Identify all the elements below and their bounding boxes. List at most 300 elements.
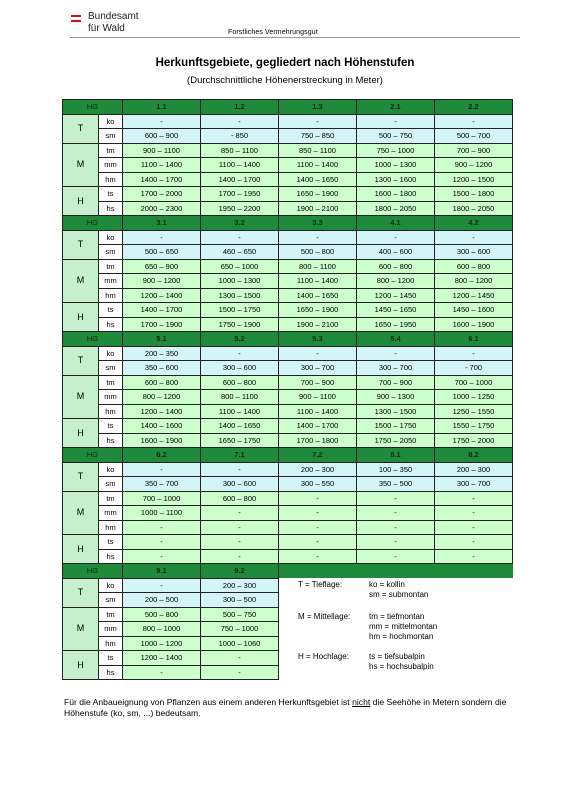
altitude-cell: - bbox=[201, 506, 279, 521]
region-header-row bbox=[63, 332, 513, 347]
region-code: 7.2 bbox=[279, 448, 357, 463]
altitude-cell: 500 – 800 bbox=[279, 245, 357, 260]
altitude-cell: 1550 – 1750 bbox=[435, 419, 513, 434]
altitude-cell: 300 – 500 bbox=[201, 593, 279, 608]
table-row bbox=[63, 404, 513, 419]
altitude-cell: - bbox=[435, 230, 513, 245]
table-row bbox=[63, 651, 513, 666]
altitude-cell: 1700 – 1950 bbox=[201, 187, 279, 202]
altitude-cell: - bbox=[201, 549, 279, 564]
table-row bbox=[63, 477, 513, 492]
altitude-cell: 900 – 1200 bbox=[435, 158, 513, 173]
header-divider bbox=[70, 37, 520, 38]
table-row bbox=[63, 201, 513, 216]
zone-label: T bbox=[63, 114, 99, 143]
zone-label: M bbox=[63, 607, 99, 651]
stufe-label: sm bbox=[99, 361, 123, 376]
zone-label: H bbox=[63, 303, 99, 332]
stufe-label: mm bbox=[99, 274, 123, 289]
stufe-label: ko bbox=[99, 346, 123, 361]
stufe-label: hm bbox=[99, 404, 123, 419]
altitude-cell: 1750 – 2000 bbox=[435, 433, 513, 448]
altitude-cell: - bbox=[435, 549, 513, 564]
empty-cell bbox=[357, 564, 435, 579]
region-code: 8.2 bbox=[435, 448, 513, 463]
zone-label: M bbox=[63, 491, 99, 535]
empty-cell bbox=[279, 636, 357, 651]
altitude-cell: 200 – 300 bbox=[435, 462, 513, 477]
empty-cell bbox=[279, 564, 357, 579]
altitude-cell: 1900 – 2100 bbox=[279, 317, 357, 332]
altitude-cell: 1100 – 1400 bbox=[201, 158, 279, 173]
altitude-cell: 1800 – 2050 bbox=[357, 201, 435, 216]
stufe-label: ts bbox=[99, 651, 123, 666]
zone-label: T bbox=[63, 578, 99, 607]
altitude-cell: - bbox=[279, 230, 357, 245]
logo-text bbox=[88, 11, 139, 35]
altitude-cell: - bbox=[357, 230, 435, 245]
empty-cell bbox=[435, 636, 513, 651]
altitude-cell: 300 – 700 bbox=[357, 361, 435, 376]
altitude-cell: 1000 – 1250 bbox=[435, 390, 513, 405]
altitude-cell: - bbox=[201, 230, 279, 245]
region-code: 5.4 bbox=[357, 332, 435, 347]
table-row bbox=[63, 622, 513, 637]
altitude-cell: 1100 – 1400 bbox=[279, 404, 357, 419]
table-row bbox=[63, 245, 513, 260]
region-code: 3.1 bbox=[123, 216, 201, 231]
altitude-cell: - bbox=[279, 114, 357, 129]
altitude-cell: 400 – 600 bbox=[357, 245, 435, 260]
empty-cell bbox=[435, 607, 513, 622]
legend-m-line: hm = hochmontan bbox=[369, 632, 434, 641]
altitude-cell: 300 – 700 bbox=[279, 361, 357, 376]
altitude-cell: 500 – 700 bbox=[435, 129, 513, 144]
region-code: 6.2 bbox=[123, 448, 201, 463]
altitude-cell: 750 – 1000 bbox=[201, 622, 279, 637]
altitude-cell: 600 – 900 bbox=[123, 129, 201, 144]
altitude-cell: - bbox=[123, 114, 201, 129]
altitude-cell: 1500 – 1800 bbox=[435, 187, 513, 202]
altitude-cell: 1450 – 1650 bbox=[357, 303, 435, 318]
table-row bbox=[63, 361, 513, 376]
altitude-cell: 1000 – 1300 bbox=[201, 274, 279, 289]
altitude-cell: - bbox=[123, 462, 201, 477]
altitude-cell: 650 – 900 bbox=[123, 259, 201, 274]
document-title: Forstliches Vermehrungsgut bbox=[228, 29, 318, 36]
altitude-cell: 350 – 700 bbox=[123, 477, 201, 492]
altitude-cell: - bbox=[201, 114, 279, 129]
altitude-cell: 1500 – 1750 bbox=[201, 303, 279, 318]
altitude-cell: - bbox=[357, 549, 435, 564]
altitude-cell: - bbox=[201, 535, 279, 550]
table-row bbox=[63, 607, 513, 622]
legend-t-line: ko = kollin bbox=[369, 580, 405, 589]
hg-label: HG bbox=[63, 564, 123, 579]
region-code: 2.1 bbox=[357, 100, 435, 115]
altitude-cell: 800 – 1100 bbox=[201, 390, 279, 405]
altitude-cell: 1700 – 1900 bbox=[123, 317, 201, 332]
altitude-cell: - bbox=[123, 230, 201, 245]
altitude-cell: - bbox=[435, 114, 513, 129]
altitude-cell: 700 – 1000 bbox=[123, 491, 201, 506]
altitude-cell: 300 – 700 bbox=[435, 477, 513, 492]
legend-t-line: sm = submontan bbox=[369, 590, 429, 599]
table-row bbox=[63, 636, 513, 651]
hg-label: HG bbox=[63, 100, 123, 115]
region-code: 1.2 bbox=[201, 100, 279, 115]
altitude-cell: - bbox=[279, 535, 357, 550]
table-row bbox=[63, 303, 513, 318]
stufe-label: ts bbox=[99, 419, 123, 434]
altitude-cell: 900 – 1200 bbox=[123, 274, 201, 289]
altitude-cell: 200 – 500 bbox=[123, 593, 201, 608]
legend-h-line: hs = hochsubalpin bbox=[369, 662, 434, 671]
altitude-cell: 1000 – 1060 bbox=[201, 636, 279, 651]
altitude-cell: 1200 – 1500 bbox=[435, 172, 513, 187]
altitude-cell: - bbox=[435, 520, 513, 535]
table-row bbox=[63, 390, 513, 405]
stufe-label: sm bbox=[99, 129, 123, 144]
empty-cell bbox=[435, 593, 513, 608]
altitude-cell: 100 – 350 bbox=[357, 462, 435, 477]
table-row bbox=[63, 158, 513, 173]
altitude-cell: 500 – 750 bbox=[357, 129, 435, 144]
stufe-label: ko bbox=[99, 578, 123, 593]
altitude-cell: 1400 – 1700 bbox=[201, 172, 279, 187]
zone-label: M bbox=[63, 143, 99, 187]
table-row bbox=[63, 433, 513, 448]
altitude-cell: - bbox=[279, 506, 357, 521]
zone-label: H bbox=[63, 419, 99, 448]
table-row bbox=[63, 520, 513, 535]
altitude-cell: 1250 – 1550 bbox=[435, 404, 513, 419]
altitude-cell: - bbox=[123, 578, 201, 593]
stufe-label: hm bbox=[99, 520, 123, 535]
stufe-label: hs bbox=[99, 433, 123, 448]
stufe-label: tm bbox=[99, 607, 123, 622]
altitude-cell: 1600 – 1900 bbox=[123, 433, 201, 448]
altitude-cell: 1100 – 1400 bbox=[201, 404, 279, 419]
table-row bbox=[63, 346, 513, 361]
stufe-label: ko bbox=[99, 230, 123, 245]
footer-emphasis: nicht bbox=[352, 697, 371, 707]
zone-label: T bbox=[63, 462, 99, 491]
altitude-cell: - bbox=[357, 346, 435, 361]
altitude-cell: 900 – 1100 bbox=[279, 390, 357, 405]
altitude-cell: - 850 bbox=[201, 129, 279, 144]
altitude-cell: - bbox=[279, 520, 357, 535]
table-row bbox=[63, 114, 513, 129]
region-code: 6.1 bbox=[435, 332, 513, 347]
altitude-cell: - bbox=[357, 520, 435, 535]
altitude-cell: 1000 – 1100 bbox=[123, 506, 201, 521]
altitude-cell: 500 – 750 bbox=[201, 607, 279, 622]
table-row bbox=[63, 491, 513, 506]
stufe-label: ko bbox=[99, 114, 123, 129]
table-row bbox=[63, 665, 513, 680]
altitude-cell: 1400 – 1700 bbox=[123, 303, 201, 318]
region-code: 5.2 bbox=[201, 332, 279, 347]
altitude-cell: 700 – 900 bbox=[435, 143, 513, 158]
empty-cell bbox=[279, 622, 357, 637]
altitude-cell: - bbox=[201, 665, 279, 680]
altitude-cell: - bbox=[435, 491, 513, 506]
altitude-cell: 300 – 600 bbox=[201, 477, 279, 492]
empty-cell bbox=[435, 665, 513, 680]
stufe-label: hm bbox=[99, 636, 123, 651]
hg-label: HG bbox=[63, 216, 123, 231]
altitude-cell: 600 – 800 bbox=[123, 375, 201, 390]
altitude-cell: 1100 – 1400 bbox=[279, 274, 357, 289]
altitude-cell: - bbox=[201, 520, 279, 535]
empty-cell bbox=[435, 564, 513, 579]
empty-cell bbox=[279, 665, 357, 680]
stufe-label: hs bbox=[99, 549, 123, 564]
zone-label: H bbox=[63, 535, 99, 564]
stufe-label: tm bbox=[99, 491, 123, 506]
altitude-cell: - bbox=[279, 549, 357, 564]
altitude-cell: 1650 – 1900 bbox=[279, 303, 357, 318]
table-row bbox=[63, 259, 513, 274]
altitude-cell: 1650 – 1750 bbox=[201, 433, 279, 448]
altitude-cell: 1200 – 1400 bbox=[123, 404, 201, 419]
altitude-cell: 350 – 500 bbox=[357, 477, 435, 492]
empty-cell bbox=[435, 651, 513, 666]
altitude-cell: - bbox=[357, 535, 435, 550]
altitude-cell: 1300 – 1500 bbox=[201, 288, 279, 303]
altitude-cell: 1650 – 1900 bbox=[279, 187, 357, 202]
footer-text: die Seehöhe in Metern sondern die Höhenstufe (ko, sm, ...) bedeutsam. bbox=[64, 697, 507, 718]
altitude-cell: 300 – 600 bbox=[201, 361, 279, 376]
altitude-cell: 1900 – 2100 bbox=[279, 201, 357, 216]
stufe-label: hm bbox=[99, 288, 123, 303]
table-row bbox=[63, 593, 513, 608]
altitude-cell: 900 – 1300 bbox=[357, 390, 435, 405]
region-code: 1.3 bbox=[279, 100, 357, 115]
region-code: 9.1 bbox=[123, 564, 201, 579]
stufe-label: sm bbox=[99, 477, 123, 492]
region-code: 4.1 bbox=[357, 216, 435, 231]
altitude-cell: 650 – 1000 bbox=[201, 259, 279, 274]
region-code: 8.1 bbox=[357, 448, 435, 463]
altitude-cell: 300 – 600 bbox=[435, 245, 513, 260]
table-row bbox=[63, 230, 513, 245]
altitude-cell: 1950 – 2200 bbox=[201, 201, 279, 216]
altitude-cell: 1600 – 1800 bbox=[357, 187, 435, 202]
altitude-cell: 1600 – 1900 bbox=[435, 317, 513, 332]
legend-m-label: M = Mittellage: bbox=[298, 612, 351, 621]
hg-label: HG bbox=[63, 448, 123, 463]
altitude-cell: 1750 – 2050 bbox=[357, 433, 435, 448]
zone-label: H bbox=[63, 187, 99, 216]
altitude-cell: - bbox=[123, 665, 201, 680]
stufe-label: sm bbox=[99, 245, 123, 260]
region-code: 5.1 bbox=[123, 332, 201, 347]
stufe-label: hs bbox=[99, 317, 123, 332]
table-row bbox=[63, 317, 513, 332]
region-code: 1.1 bbox=[123, 100, 201, 115]
altitude-cell: 1400 – 1650 bbox=[201, 419, 279, 434]
altitude-cell: 1300 – 1500 bbox=[357, 404, 435, 419]
altitude-cell: 1300 – 1600 bbox=[357, 172, 435, 187]
altitude-cell: 2000 – 2300 bbox=[123, 201, 201, 216]
region-code: 9.2 bbox=[201, 564, 279, 579]
altitude-cell: 1400 – 1650 bbox=[279, 288, 357, 303]
altitude-cell: 700 – 900 bbox=[279, 375, 357, 390]
altitude-cell: - bbox=[201, 651, 279, 666]
stufe-label: tm bbox=[99, 375, 123, 390]
stufe-label: hs bbox=[99, 201, 123, 216]
table-row bbox=[63, 506, 513, 521]
altitude-cell: 1450 – 1600 bbox=[435, 303, 513, 318]
altitude-cell: 350 – 600 bbox=[123, 361, 201, 376]
zone-label: H bbox=[63, 651, 99, 680]
altitude-cell: - bbox=[279, 491, 357, 506]
altitude-cell: - bbox=[201, 462, 279, 477]
altitude-cell: 800 – 1200 bbox=[435, 274, 513, 289]
legend-h-label: H = Hochlage: bbox=[298, 652, 349, 661]
table-row bbox=[63, 549, 513, 564]
table-row bbox=[63, 375, 513, 390]
altitude-cell: 1400 – 1650 bbox=[279, 172, 357, 187]
region-code: 3.3 bbox=[279, 216, 357, 231]
altitude-cell: 500 – 650 bbox=[123, 245, 201, 260]
altitude-cell: 600 – 800 bbox=[357, 259, 435, 274]
altitude-cell: 1800 – 2050 bbox=[435, 201, 513, 216]
altitude-cell: 1200 – 1400 bbox=[123, 288, 201, 303]
altitude-cell: - bbox=[357, 506, 435, 521]
altitude-table bbox=[62, 99, 513, 680]
stufe-label: mm bbox=[99, 390, 123, 405]
altitude-cell: 500 – 800 bbox=[123, 607, 201, 622]
stufe-label: mm bbox=[99, 622, 123, 637]
table-row bbox=[63, 535, 513, 550]
altitude-cell: 460 – 650 bbox=[201, 245, 279, 260]
altitude-cell: 600 – 800 bbox=[201, 491, 279, 506]
altitude-cell: 750 – 850 bbox=[279, 129, 357, 144]
footer-text: Für die Anbaueignung von Pflanzen aus einem anderen Herkunftsgebiet ist bbox=[64, 697, 353, 707]
region-header-row bbox=[63, 448, 513, 463]
altitude-cell: 1700 – 1800 bbox=[279, 433, 357, 448]
stufe-label: mm bbox=[99, 506, 123, 521]
zone-label: M bbox=[63, 259, 99, 303]
altitude-cell: 600 – 800 bbox=[435, 259, 513, 274]
stufe-label: ts bbox=[99, 303, 123, 318]
altitude-cell: - bbox=[123, 535, 201, 550]
altitude-cell: 1000 – 1200 bbox=[123, 636, 201, 651]
altitude-cell: 600 – 800 bbox=[201, 375, 279, 390]
altitude-cell: 1400 – 1700 bbox=[123, 172, 201, 187]
zone-label: T bbox=[63, 230, 99, 259]
stufe-label: ko bbox=[99, 462, 123, 477]
altitude-cell: 1000 – 1300 bbox=[357, 158, 435, 173]
altitude-cell: 1200 – 1450 bbox=[435, 288, 513, 303]
table-row bbox=[63, 419, 513, 434]
region-code: 4.2 bbox=[435, 216, 513, 231]
altitude-cell: - bbox=[357, 114, 435, 129]
stufe-label: sm bbox=[99, 593, 123, 608]
altitude-cell: 1400 – 1700 bbox=[279, 419, 357, 434]
region-header-row bbox=[63, 216, 513, 231]
altitude-cell: - bbox=[435, 346, 513, 361]
altitude-cell: 1700 – 2000 bbox=[123, 187, 201, 202]
altitude-cell: 750 – 1000 bbox=[357, 143, 435, 158]
zone-label: M bbox=[63, 375, 99, 419]
table-row bbox=[63, 578, 513, 593]
altitude-cell: 200 – 300 bbox=[279, 462, 357, 477]
table-row bbox=[63, 187, 513, 202]
stufe-label: mm bbox=[99, 158, 123, 173]
altitude-cell: 1100 – 1400 bbox=[123, 158, 201, 173]
stufe-label: ts bbox=[99, 187, 123, 202]
table-row bbox=[63, 288, 513, 303]
table-row bbox=[63, 172, 513, 187]
altitude-cell: 200 – 350 bbox=[123, 346, 201, 361]
region-code: 7.1 bbox=[201, 448, 279, 463]
altitude-cell: 800 – 1200 bbox=[357, 274, 435, 289]
altitude-cell: 300 – 550 bbox=[279, 477, 357, 492]
altitude-cell: - bbox=[435, 506, 513, 521]
table-row bbox=[63, 129, 513, 144]
logo-line1: Bundesamt bbox=[88, 11, 139, 22]
altitude-cell: - 700 bbox=[435, 361, 513, 376]
region-code: 5.3 bbox=[279, 332, 357, 347]
stufe-label: tm bbox=[99, 259, 123, 274]
altitude-cell: 700 – 1000 bbox=[435, 375, 513, 390]
altitude-cell: 850 – 1100 bbox=[279, 143, 357, 158]
legend-m-line: tm = tiefmontan bbox=[369, 612, 425, 621]
legend-m-line: mm = mittelmontan bbox=[369, 622, 438, 631]
altitude-cell: - bbox=[123, 520, 201, 535]
altitude-cell: - bbox=[357, 491, 435, 506]
altitude-cell: 1650 – 1950 bbox=[357, 317, 435, 332]
altitude-cell: - bbox=[435, 535, 513, 550]
altitude-cell: - bbox=[123, 549, 201, 564]
austria-flag-icon bbox=[71, 15, 81, 22]
region-code: 2.2 bbox=[435, 100, 513, 115]
altitude-cell: 700 – 900 bbox=[357, 375, 435, 390]
region-header-row bbox=[63, 564, 513, 579]
altitude-cell: 900 – 1100 bbox=[123, 143, 201, 158]
altitude-cell: - bbox=[279, 346, 357, 361]
legend-t-label: T = Tieflage: bbox=[298, 580, 343, 589]
altitude-cell: 800 – 1200 bbox=[123, 390, 201, 405]
logo-line2: für Wald bbox=[88, 23, 125, 34]
region-header-row bbox=[63, 100, 513, 115]
altitude-cell: 800 – 1100 bbox=[279, 259, 357, 274]
altitude-cell: 800 – 1000 bbox=[123, 622, 201, 637]
zone-label: T bbox=[63, 346, 99, 375]
page-subtitle: (Durchschnittliche Höhenerstreckung in Meter) bbox=[187, 75, 383, 86]
stufe-label: ts bbox=[99, 535, 123, 550]
altitude-cell: 850 – 1100 bbox=[201, 143, 279, 158]
page-title: Herkunftsgebiete, gegliedert nach Höhenstufen bbox=[155, 57, 415, 69]
empty-cell bbox=[279, 593, 357, 608]
table-row bbox=[63, 274, 513, 289]
stufe-label: hm bbox=[99, 172, 123, 187]
stufe-label: hs bbox=[99, 665, 123, 680]
altitude-cell: 1400 – 1600 bbox=[123, 419, 201, 434]
empty-cell bbox=[435, 578, 513, 593]
stufe-label: tm bbox=[99, 143, 123, 158]
table-row bbox=[63, 143, 513, 158]
region-code: 3.2 bbox=[201, 216, 279, 231]
altitude-cell: 1100 – 1400 bbox=[279, 158, 357, 173]
altitude-cell: - bbox=[201, 346, 279, 361]
page-header bbox=[0, 0, 570, 42]
legend-h-line: ts = tiefsubalpin bbox=[369, 652, 425, 661]
